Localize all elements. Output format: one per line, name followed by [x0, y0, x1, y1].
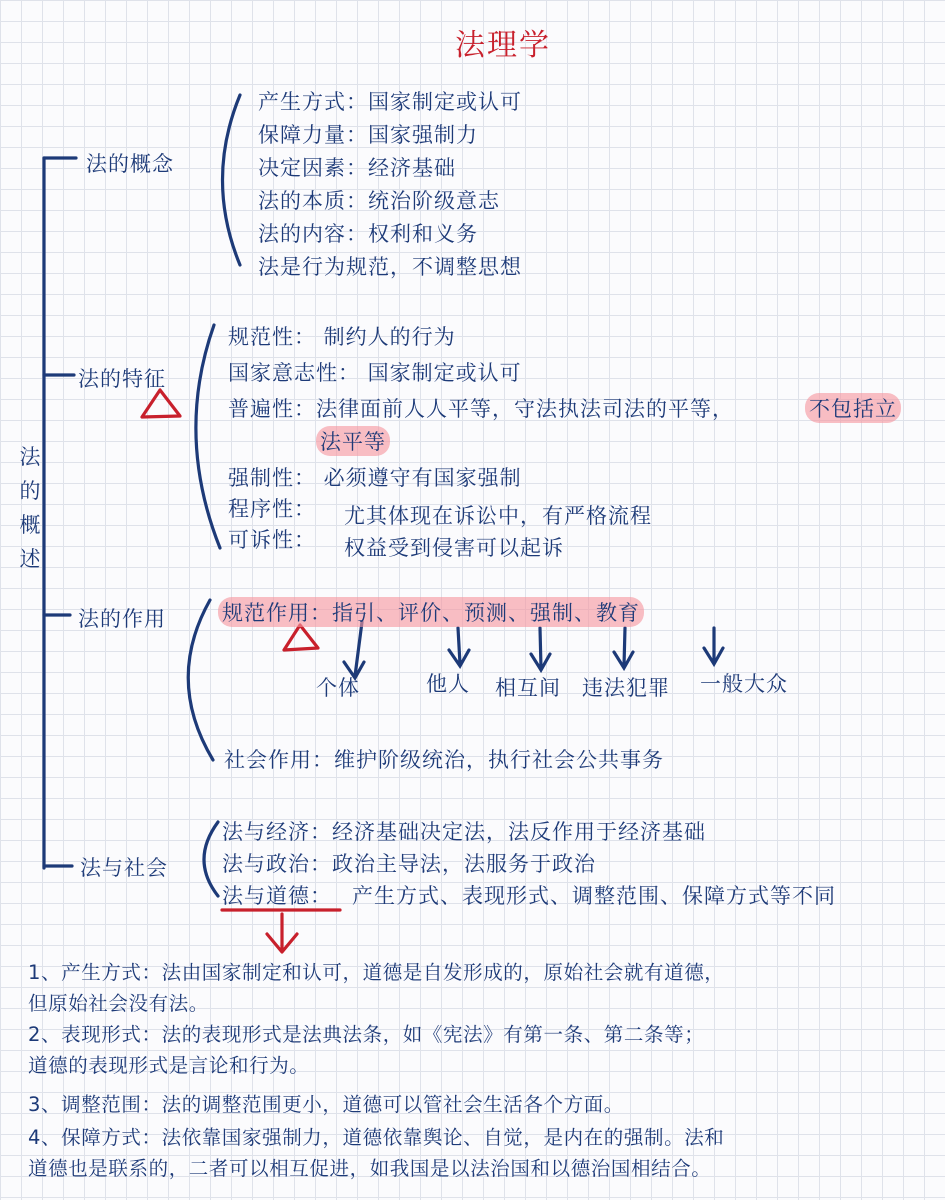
arrow-others	[449, 628, 469, 666]
bracket-society	[204, 822, 218, 896]
arrow-crime	[614, 628, 633, 668]
function-target: 个体	[316, 676, 360, 700]
note-line: 3、调整范围：法的调整范围更小，道德可以管社会生活各个方面。	[28, 1093, 624, 1116]
warning-triangle-icon-2	[284, 625, 318, 650]
society-morality-text: 产生方式、表现形式、调整范围、保障方式等不同	[352, 884, 836, 908]
concept-item: 法的本质：统治阶级意志	[258, 189, 500, 213]
feature-detail: 权益受到侵害可以起诉	[344, 536, 564, 560]
page-title: 法理学	[455, 28, 551, 63]
down-arrow-icon	[267, 914, 297, 952]
highlighted-text: 不包括立	[805, 393, 901, 423]
note-line: 1、产生方式：法由国家制定和认可，道德是自发形成的，原始社会就有道德，	[28, 961, 725, 984]
section-functions-label: 法的作用	[78, 607, 166, 631]
arrow-public	[704, 628, 723, 664]
function-target: 一般大众	[700, 672, 788, 696]
feature-item: 普遍性：法律面前人人平等，守法执法司法的平等，	[228, 397, 734, 421]
society-item: 法与经济：经济基础决定法，法反作用于经济基础	[222, 820, 706, 844]
section-concept-label: 法的概念	[86, 152, 174, 176]
feature-item: 规范性： 制约人的行为	[228, 325, 456, 349]
warning-triangle-icon	[142, 390, 180, 417]
function-target: 违法犯罪	[582, 676, 670, 700]
bracket-concept	[223, 95, 241, 265]
note-line: 但原始社会没有法。	[28, 992, 209, 1015]
feature-detail: 尤其体现在诉讼中，有严格流程	[344, 504, 652, 528]
highlighted-text: 法平等	[316, 426, 390, 456]
concept-item: 产生方式：国家制定或认可	[258, 90, 522, 114]
function-target: 相互间	[495, 676, 561, 700]
concept-item: 决定因素：经济基础	[258, 156, 456, 180]
bracket-functions	[188, 600, 213, 760]
arrow-individual	[344, 622, 364, 678]
arrow-mutual	[531, 628, 550, 670]
bracket-features	[196, 325, 220, 548]
feature-item: 程序性：	[228, 497, 316, 521]
social-function: 社会作用：维护阶级统治，执行社会公共事务	[224, 748, 664, 772]
concept-item: 法的内容：权利和义务	[258, 222, 478, 246]
concept-item: 保障力量：国家强制力	[258, 123, 478, 147]
note-line: 2、表现形式：法的表现形式是法典法条，如《宪法》有第一条、第二条等；	[28, 1023, 705, 1046]
note-line: 4、保障方式：法依靠国家强制力，道德依靠舆论、自觉，是内在的强制。法和	[28, 1126, 725, 1149]
feature-item: 强制性： 必须遵守有国家强制	[228, 466, 522, 490]
feature-item: 国家意志性： 国家制定或认可	[228, 361, 522, 385]
function-target: 他人	[426, 672, 470, 696]
society-item: 法与政治：政治主导法，法服务于政治	[222, 852, 596, 876]
society-morality-label: 法与道德：	[222, 884, 332, 908]
feature-item: 可诉性：	[228, 528, 316, 552]
concept-item: 法是行为规范，不调整思想	[258, 255, 522, 279]
section-society-label: 法与社会	[80, 856, 168, 880]
section-features-label: 法的特征	[78, 367, 166, 391]
root-label: 法的概述	[19, 445, 41, 571]
note-line: 道德的表现形式是言论和行为。	[28, 1054, 310, 1077]
normative-function: 规范作用：指引、评价、预测、强制、教育	[218, 597, 644, 627]
note-line: 道德也是联系的，二者可以相互促进，如我国是以法治国和以德治国相结合。	[28, 1157, 712, 1180]
